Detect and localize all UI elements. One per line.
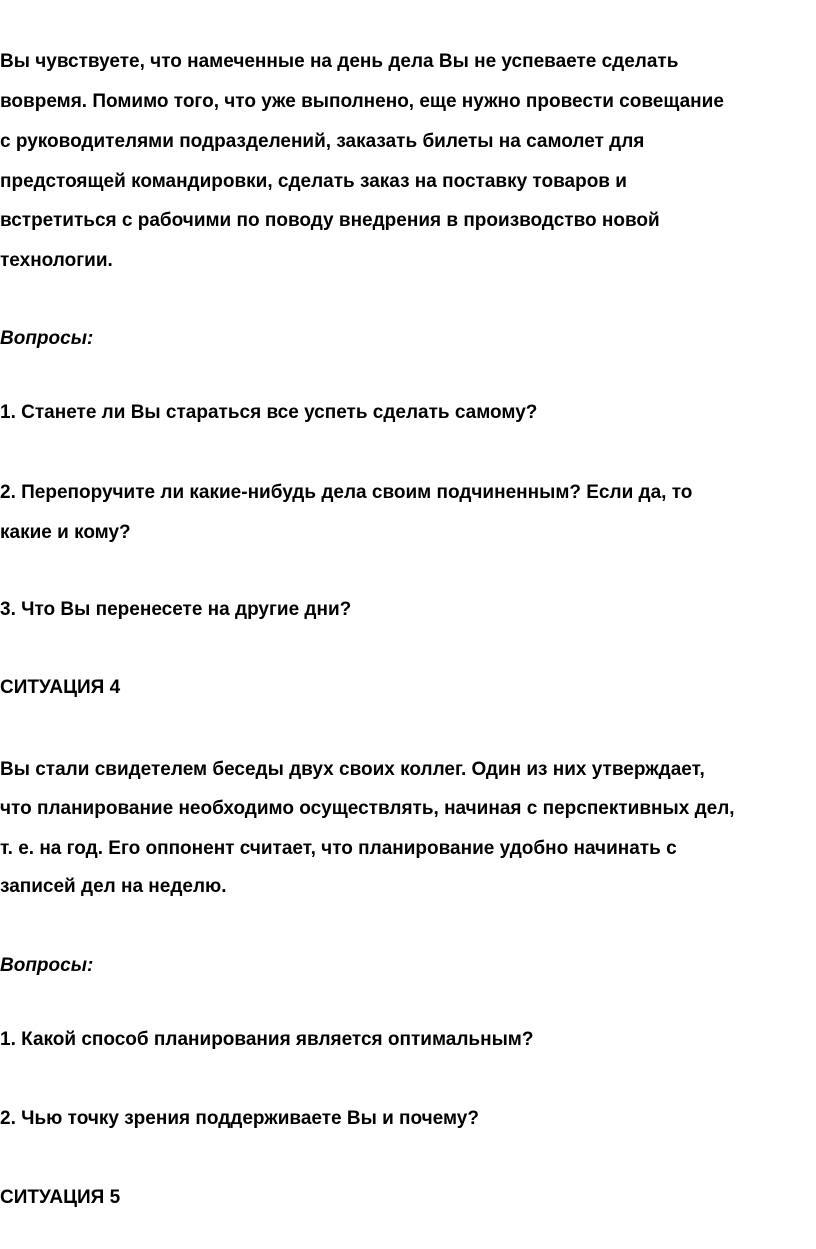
situation3-text-line-2: вовремя. Помимо того, что уже выполнено, еще нужно провести совещание	[0, 91, 724, 112]
situation4-text-line-4: записей дел на неделю.	[0, 876, 227, 897]
question-item-1b: 1. Какой способ планирования является оптимальным?	[0, 1029, 534, 1050]
question-item-2: 2. Перепоручите ли какие-нибудь дела своим подчиненным? Если да, то	[0, 482, 693, 503]
situation3-text-line-1: Вы чувствуете, что намеченные на день дела Вы не успеваете сделать	[0, 51, 679, 72]
situation3-text-line-3: с руководителями подразделений, заказать билеты на самолет для	[0, 131, 645, 152]
situation4-heading: СИТУАЦИЯ 4	[0, 677, 121, 698]
situation4-text-line-1: Вы стали свидетелем беседы двух своих коллег. Один из них утверждает,	[0, 759, 705, 780]
situation3-text-line-6: технологии.	[0, 250, 113, 271]
question-item-2b: 2. Чью точку зрения поддерживаете Вы и почему?	[0, 1108, 479, 1129]
question-item-2-cont: какие и кому?	[0, 522, 131, 543]
questions-heading-2: Вопросы:	[0, 955, 94, 976]
questions-heading: Вопросы:	[0, 328, 94, 349]
situation3-text-line-4: предстоящей командировки, сделать заказ на поставку товаров и	[0, 171, 627, 192]
situation4-text-line-3: т. е. на год. Его оппонент считает, что планирование удобно начинать с	[0, 838, 677, 859]
situation4-text-line-2: что планирование необходимо осуществлять, начиная с перспективных дел,	[0, 798, 735, 819]
question-item-3: 3. Что Вы перенесете на другие дни?	[0, 599, 352, 620]
question-item-1: 1. Станете ли Вы стараться все успеть сделать самому?	[0, 402, 538, 423]
situation3-text-line-5: встретиться с рабочими по поводу внедрения в производство новой	[0, 210, 660, 231]
situation5-heading: СИТУАЦИЯ 5	[0, 1187, 121, 1208]
